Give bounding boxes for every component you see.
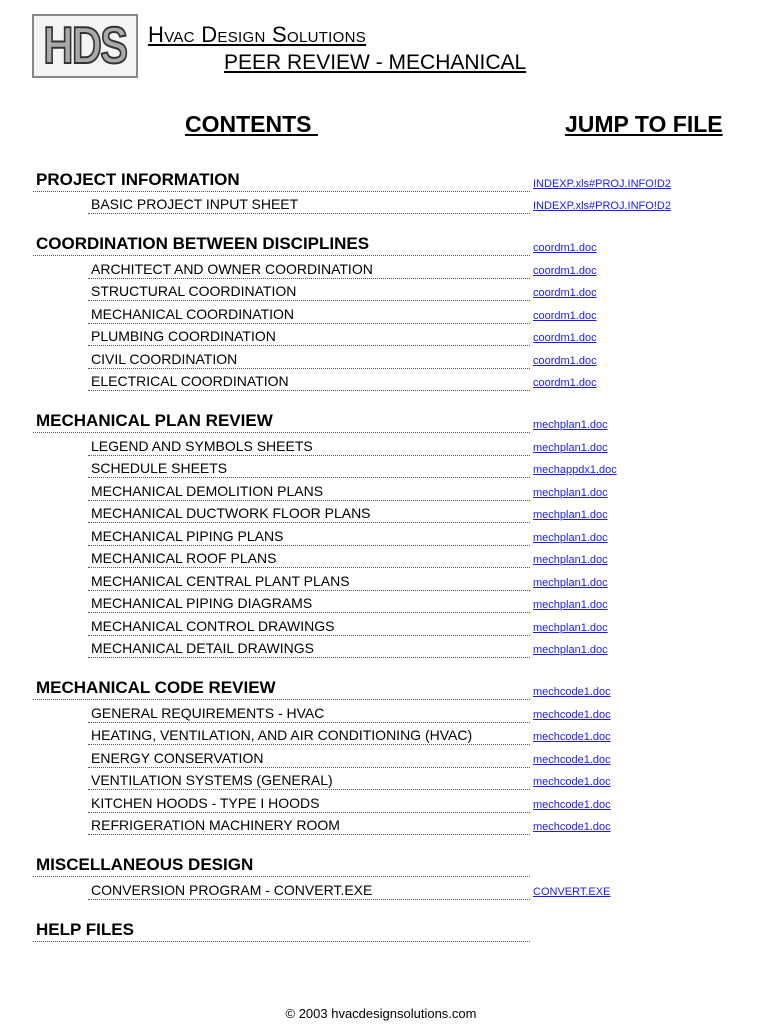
file-link[interactable]: coordm1.doc (533, 264, 597, 277)
file-link[interactable]: mechcode1.doc (533, 708, 611, 721)
toc-item-row (0, 524, 762, 547)
file-link[interactable]: mechplan1.doc (533, 644, 608, 656)
item-label: MECHANICAL ROOF PLANS (91, 550, 277, 566)
toc-section (0, 412, 762, 660)
table-of-contents (0, 170, 762, 962)
toc-section (0, 170, 762, 215)
dotted-leader (33, 699, 530, 700)
file-link[interactable]: INDEXP.xls#PROJ.INFO!D2 (533, 177, 671, 190)
section-heading-row (0, 235, 762, 258)
dotted-leader (88, 657, 530, 658)
toc-item-row (0, 592, 762, 615)
toc-section (0, 856, 762, 901)
file-link[interactable]: mechplan1.doc (533, 576, 608, 589)
file-link[interactable]: mechcode1.doc (533, 776, 611, 788)
dotted-leader (88, 323, 530, 324)
item-label: MECHANICAL DEMOLITION PLANS (91, 482, 324, 499)
item-label: MECHANICAL CONTROL DRAWINGS (91, 617, 335, 634)
dotted-leader (88, 834, 530, 835)
toc-item-row (0, 457, 762, 480)
item-label: MECHANICAL DUCTWORK FLOOR PLANS (91, 505, 371, 521)
toc-item-row (0, 791, 762, 814)
toc-item-row (0, 434, 762, 457)
dotted-leader (88, 213, 530, 214)
item-label: VENTILATION SYSTEMS (GENERAL) (91, 772, 333, 788)
document-subtitle: PEER REVIEW - MECHANICAL (224, 51, 527, 74)
hds-logo: HDS (32, 14, 138, 78)
file-link[interactable]: mechcode1.doc (533, 753, 611, 766)
toc-item-row (0, 257, 762, 280)
file-link[interactable]: coordm1.doc (533, 354, 597, 367)
company-title: Hvac Design Solutions (148, 22, 367, 47)
file-link[interactable]: mechcode1.doc (533, 731, 611, 743)
section-heading-row (0, 856, 762, 879)
dotted-leader (88, 477, 530, 478)
toc-item-row (0, 569, 762, 592)
dotted-leader (88, 789, 530, 790)
file-link[interactable]: coordm1.doc (533, 377, 597, 389)
section-title: MECHANICAL PLAN REVIEW (36, 411, 273, 430)
toc-item-row (0, 878, 762, 901)
item-label: MECHANICAL PIPING PLANS (91, 527, 284, 544)
dotted-leader (88, 368, 530, 369)
dotted-leader (88, 278, 530, 279)
dotted-leader (88, 635, 530, 636)
toc-section (0, 235, 762, 393)
item-label: MECHANICAL DETAIL DRAWINGS (91, 640, 314, 656)
toc-item-row (0, 280, 762, 303)
toc-item-row (0, 637, 762, 660)
file-link[interactable]: mechcode1.doc (533, 821, 611, 833)
dotted-leader (33, 876, 530, 877)
section-title: HELP FILES (36, 919, 134, 939)
item-label: ELECTRICAL COORDINATION (91, 373, 289, 389)
file-link[interactable]: mechplan1.doc (533, 486, 608, 499)
toc-item-row (0, 614, 762, 637)
file-link[interactable]: mechappdx1.doc (533, 464, 617, 476)
dotted-leader (88, 300, 530, 301)
item-label: GENERAL REQUIREMENTS - HVAC (91, 704, 325, 721)
toc-item-row (0, 347, 762, 370)
section-title: MECHANICAL CODE REVIEW (36, 678, 276, 697)
item-label: STRUCTURAL COORDINATION (91, 283, 297, 299)
file-link[interactable]: coordm1.doc (533, 242, 597, 254)
dotted-leader (88, 744, 530, 745)
jump-to-file-heading: JUMP TO FILE (565, 111, 723, 137)
item-label: PLUMBING COORDINATION (91, 328, 276, 344)
section-title: COORDINATION BETWEEN DISCIPLINES (36, 234, 370, 253)
toc-item-row (0, 370, 762, 393)
dotted-leader (88, 345, 530, 346)
file-link[interactable]: mechcode1.doc (533, 686, 611, 698)
section-heading-row (0, 412, 762, 435)
file-link[interactable]: mechplan1.doc (533, 599, 608, 611)
toc-item-row (0, 724, 762, 747)
item-label: CONVERSION PROGRAM - CONVERT.EXE (91, 881, 373, 898)
dotted-leader (88, 522, 530, 523)
dotted-leader (33, 255, 530, 256)
dotted-leader (88, 567, 530, 568)
toc-item-row (0, 746, 762, 769)
dotted-leader (88, 899, 530, 900)
toc-item-row (0, 479, 762, 502)
file-link[interactable]: coordm1.doc (533, 309, 597, 322)
dotted-leader (88, 767, 530, 768)
dotted-leader (33, 941, 530, 942)
item-label: MECHANICAL COORDINATION (91, 305, 295, 322)
toc-item-row (0, 814, 762, 837)
file-link[interactable]: mechplan1.doc (533, 441, 608, 454)
file-link[interactable]: coordm1.doc (533, 287, 597, 299)
file-link[interactable]: mechplan1.doc (533, 509, 608, 521)
item-label: REFRIGERATION MACHINERY ROOM (91, 817, 340, 833)
item-label: MECHANICAL PIPING DIAGRAMS (91, 595, 313, 611)
dotted-leader (88, 390, 530, 391)
file-link[interactable]: mechplan1.doc (533, 554, 608, 566)
file-link[interactable]: INDEXP.xls#PROJ.INFO!D2 (533, 200, 671, 212)
file-link[interactable]: mechplan1.doc (533, 621, 608, 634)
dotted-leader (88, 455, 530, 456)
toc-item-row (0, 769, 762, 792)
item-label: ARCHITECT AND OWNER COORDINATION (91, 260, 373, 277)
section-heading-row (0, 920, 762, 943)
item-label: SCHEDULE SHEETS (91, 460, 228, 476)
dotted-leader (88, 590, 530, 591)
toc-item-row (0, 547, 762, 570)
dotted-leader (33, 432, 530, 433)
section-title: PROJECT INFORMATION (36, 169, 240, 189)
file-link[interactable]: mechcode1.doc (533, 798, 611, 811)
item-label: BASIC PROJECT INPUT SHEET (91, 196, 299, 212)
section-heading-row (0, 170, 762, 193)
copyright-footer: © 2003 hvacdesignsolutions.com (285, 1006, 477, 1021)
toc-item-row (0, 701, 762, 724)
file-link[interactable]: coordm1.doc (533, 332, 597, 344)
item-label: LEGEND AND SYMBOLS SHEETS (91, 437, 313, 454)
toc-section (0, 920, 762, 943)
file-link[interactable]: CONVERT.EXE (533, 885, 611, 898)
contents-heading: CONTENTS (185, 111, 318, 137)
dotted-leader (88, 722, 530, 723)
dotted-leader (88, 812, 530, 813)
toc-item-row (0, 193, 762, 216)
dotted-leader (88, 545, 530, 546)
toc-item-row (0, 302, 762, 325)
toc-item-row (0, 325, 762, 348)
item-label: MECHANICAL CENTRAL PLANT PLANS (91, 572, 350, 589)
item-label: KITCHEN HOODS - TYPE I HOODS (91, 794, 320, 811)
dotted-leader (88, 500, 530, 501)
file-link[interactable]: mechplan1.doc (533, 531, 608, 544)
dotted-leader (33, 191, 530, 192)
file-link[interactable]: mechplan1.doc (533, 419, 608, 431)
item-label: HEATING, VENTILATION, AND AIR CONDITIONING (HVAC) (91, 727, 473, 743)
section-title: MISCELLANEOUS DESIGN (36, 855, 254, 874)
dotted-leader (88, 612, 530, 613)
section-heading-row (0, 679, 762, 702)
toc-section (0, 679, 762, 837)
item-label: ENERGY CONSERVATION (91, 749, 264, 766)
item-label: CIVIL COORDINATION (91, 350, 238, 367)
toc-item-row (0, 502, 762, 525)
